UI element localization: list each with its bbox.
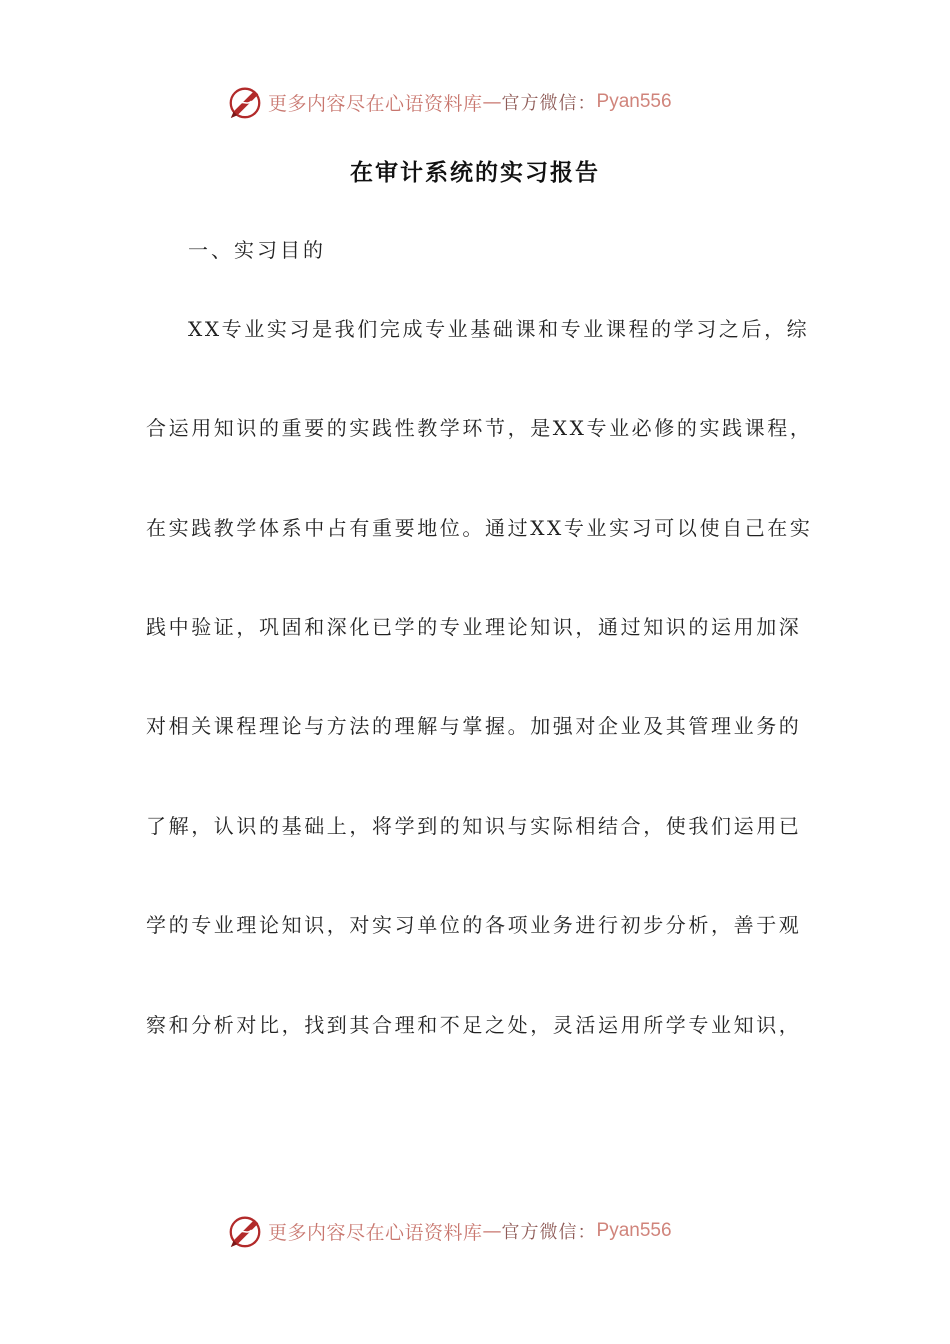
banner-wechat-id: Pyan556 — [596, 91, 672, 112]
pen-logo-icon — [226, 1212, 264, 1250]
paragraph-line: 了解，认识的基础上，将学到的知识与实际相结合，使我们运用已 — [146, 814, 802, 838]
banner-text: 更多内容尽在心语资料库 — [268, 92, 483, 115]
banner-wechat-label: 官方微信： — [501, 1222, 597, 1243]
paragraph-line: XX专业实习是我们完成专业基础课和专业课程的学习之后，综 — [188, 317, 810, 341]
document-title: 在审计系统的实习报告 — [350, 160, 600, 186]
header-banner — [226, 82, 746, 122]
paragraph-line: 对相关课程理论与方法的理解与掌握。加强对企业及其管理业务的 — [146, 714, 802, 738]
footer-banner — [226, 1211, 746, 1251]
paragraph-line: 合运用知识的重要的实践性教学环节，是XX专业必修的实践课程， — [146, 416, 813, 440]
banner-dash: — — [482, 1220, 502, 1242]
paragraph-line: 学的专业理论知识，对实习单位的各项业务进行初步分析，善于观 — [146, 913, 802, 937]
banner-dash: — — [482, 91, 502, 113]
paragraph-line: 践中验证，巩固和深化已学的专业理论知识，通过知识的运用加深 — [146, 615, 802, 639]
pen-logo-icon — [226, 83, 264, 121]
section-heading: 一、实习目的 — [188, 238, 326, 262]
paragraph-line: 察和分析对比，找到其合理和不足之处，灵活运用所学专业知识， — [146, 1013, 802, 1037]
banner-wechat-id: Pyan556 — [596, 1220, 672, 1241]
banner-wechat-label: 官方微信： — [501, 93, 597, 114]
banner-text: 更多内容尽在心语资料库 — [268, 1221, 483, 1244]
paragraph-line: 在实践教学体系中占有重要地位。通过XX专业实习可以使自己在实 — [146, 516, 813, 540]
